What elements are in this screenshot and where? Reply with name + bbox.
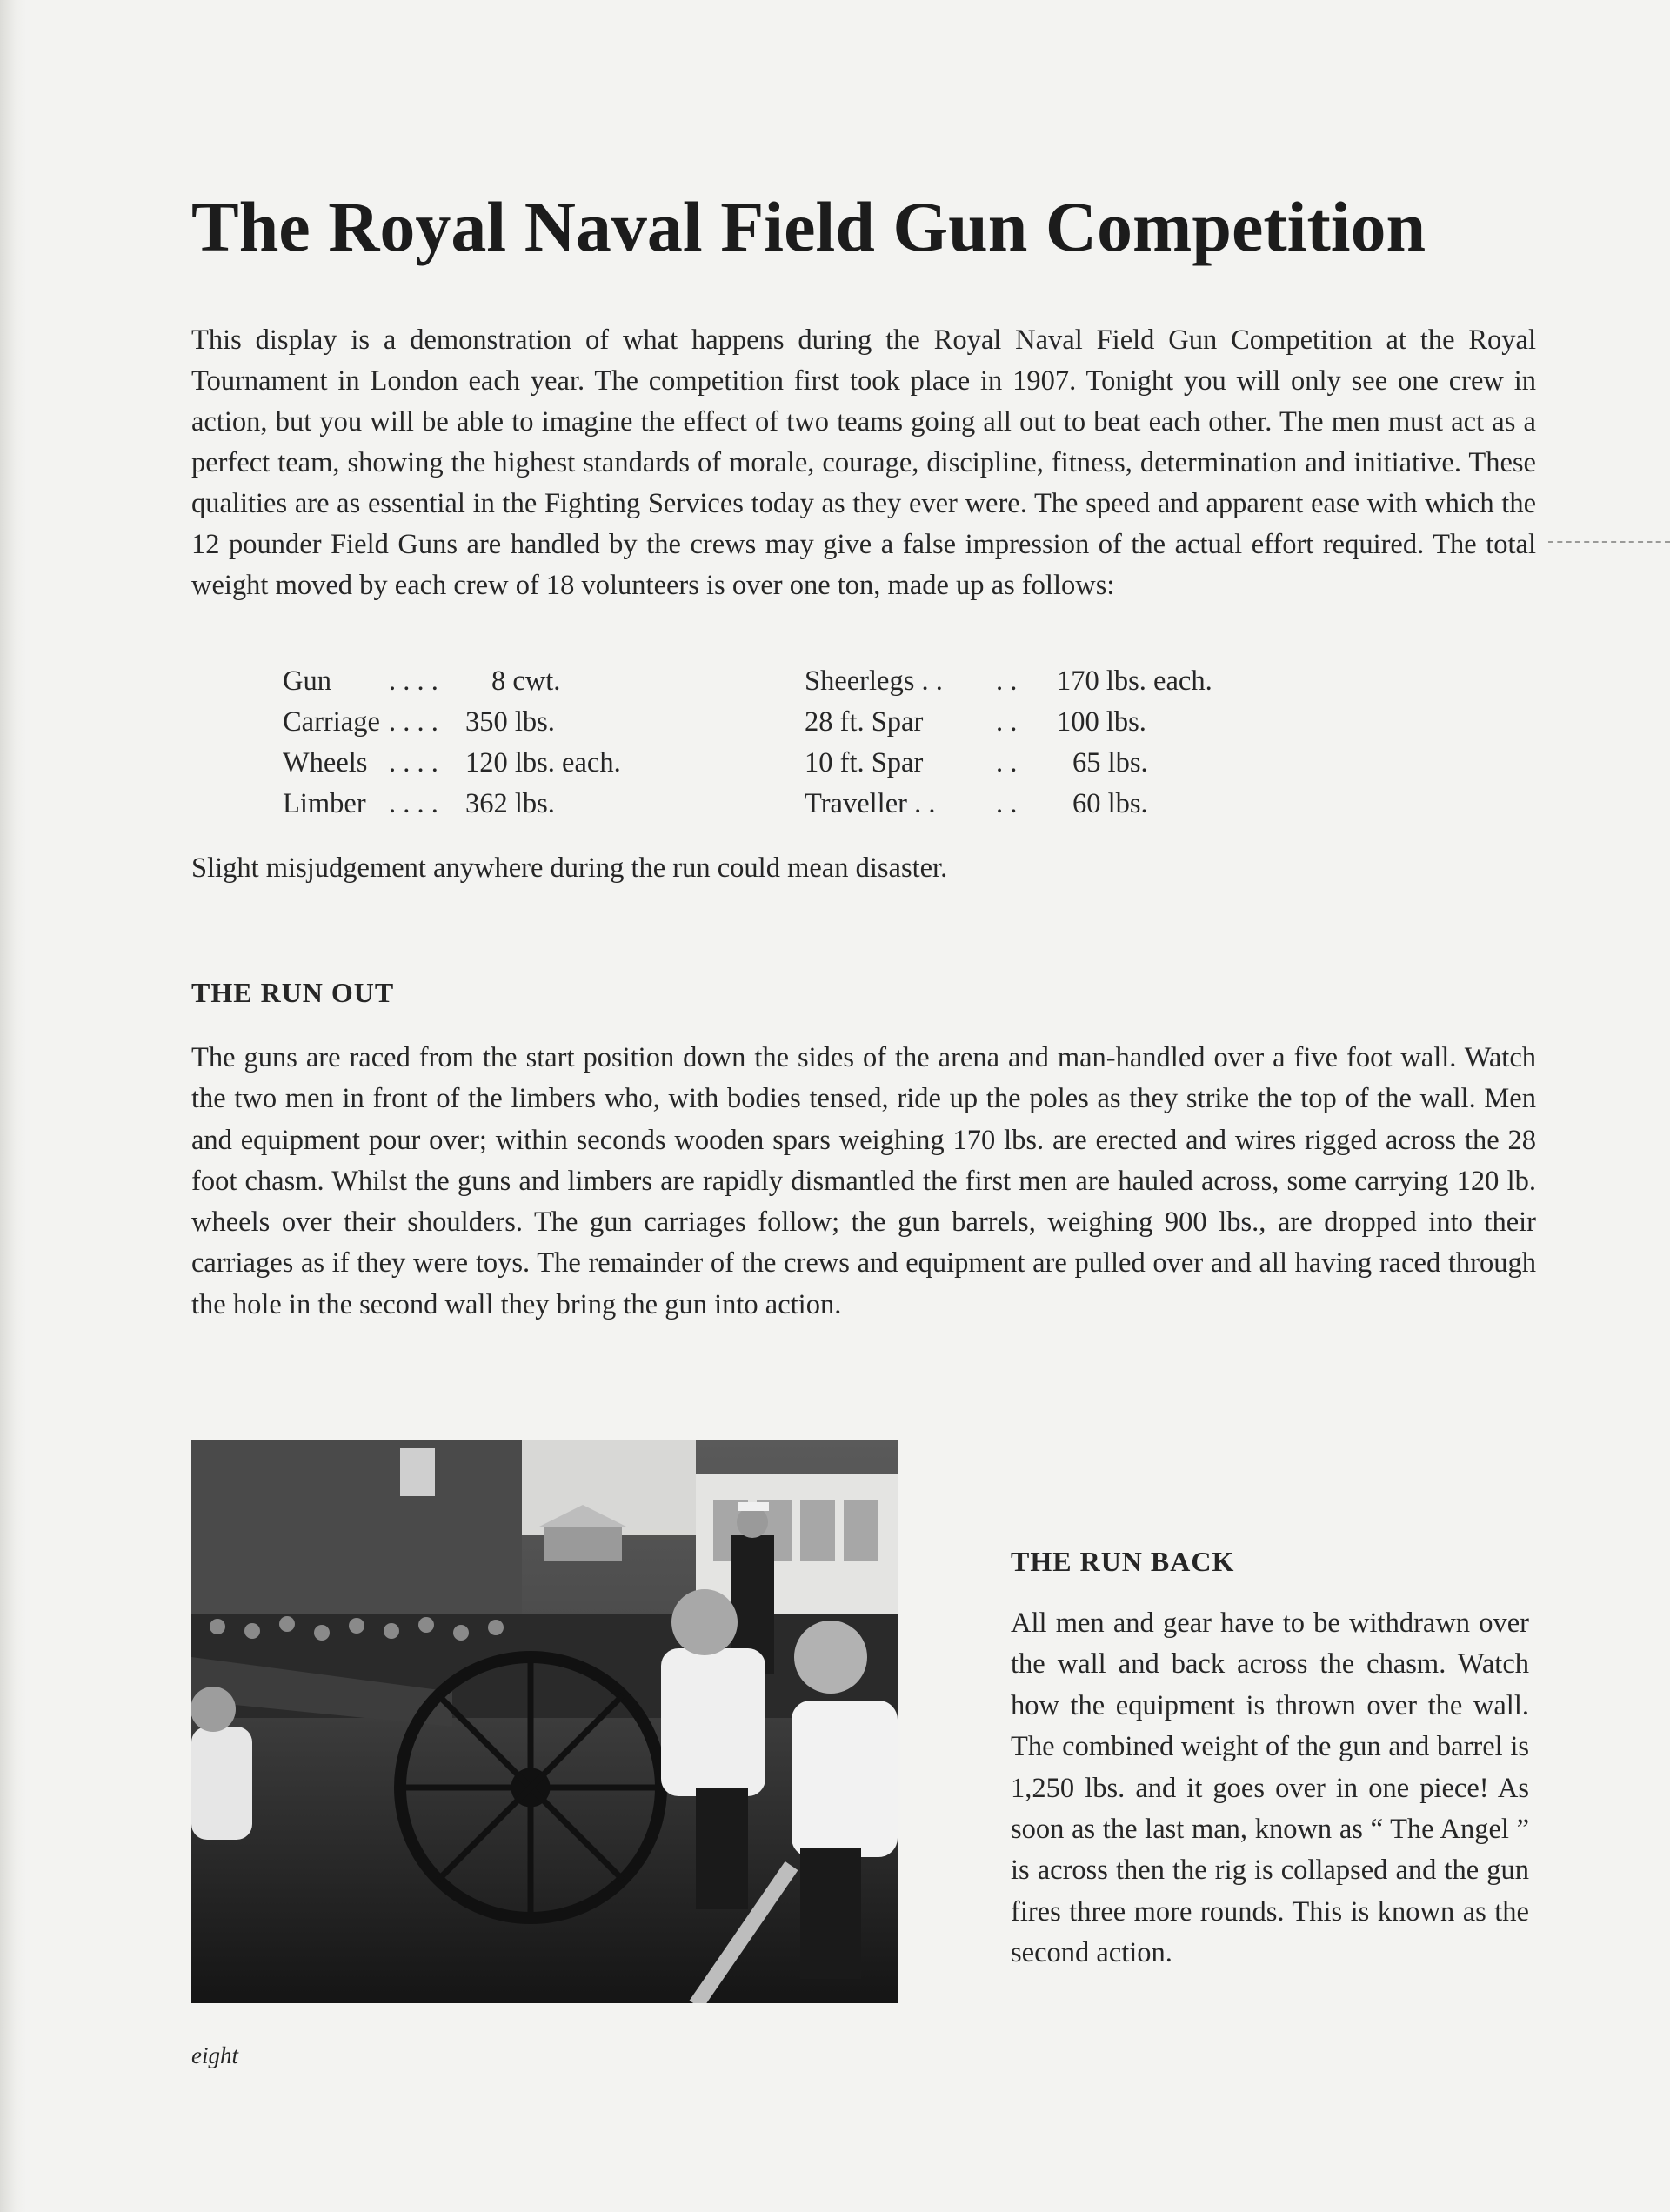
weight-value: 60 lbs. — [1072, 788, 1148, 819]
page-number: eight — [191, 2042, 238, 2068]
weight-item: Wheels — [283, 747, 368, 779]
closing-sentence: Slight misjudgement anywhere during the run could mean disaster. — [191, 852, 948, 884]
table-row — [283, 706, 1212, 747]
leader-dots: . . — [996, 706, 1018, 738]
weight-value: 362 lbs. — [465, 788, 555, 819]
table-row — [283, 747, 1212, 788]
fold-line — [1548, 541, 1670, 543]
building — [191, 1440, 522, 1640]
run-out-paragraph: The guns are raced from the start position down the sides of the arena and man-handled over a five foot wall. Watch the two men in front of the limbers who, with bodies tensed, ride up the poles as they strike the top of the wall. Men and equipment pour over; within seconds wooden spars weighing 170 lbs. are erected and wires rigged across the 28 foot chasm. Whilst the guns and limbers are rapidly dismantled the first men are hauled across, some carrying 120 lb. wheels over their shoulders. The gun carriages follow; the gun barrels, weighing 900 lbs., are dropped into their carriages as if they were toys. The remainder of the crews and equipment are pulled over and all having raced through the hole in the second wall they bring the gun into action. — [191, 1042, 1536, 1320]
weight-value: 350 lbs. — [465, 706, 555, 738]
leader-dots: . . . . — [389, 747, 438, 779]
weight-item: 28 ft. Spar — [805, 706, 924, 738]
weight-value: 170 lbs. each. — [1057, 665, 1212, 697]
weight-value: 8 cwt. — [491, 665, 561, 697]
weight-item: Traveller . . — [805, 788, 936, 819]
field-gun-crew-photo — [191, 1440, 898, 2003]
leader-dots: . . . . — [389, 788, 438, 819]
run-out-heading: THE RUN OUT — [191, 977, 395, 1008]
weight-item: 10 ft. Spar — [805, 747, 924, 779]
intro-paragraph: This display is a demonstration of what happens during the Royal Naval Field Gun Competition at the Royal Tournament in London each year. The competition first took place in 1907. Tonight you will only see one crew in action, but you will be able to imagine the effect of two teams going all out to beat each other. The men must act as a perfect team, showing the highest standards of morale, courage, discipline, fitness, determination and initiative. These qualities are as essential in the Fighting Services today as they ever were. The speed and apparent ease with which the 12 pounder Field Guns are handled by the crews may give a false impression of the actual effort required. The total weight moved by each crew of 18 volunteers is over one ton, made up as follows: — [191, 324, 1536, 601]
run-back-heading: THE RUN BACK — [1011, 1546, 1235, 1577]
page-binding-edge — [0, 0, 26, 2212]
weight-item: Limber — [283, 788, 366, 819]
table-row — [283, 788, 1212, 829]
weight-value: 100 lbs. — [1057, 706, 1146, 738]
weight-value: 120 lbs. each. — [465, 747, 621, 779]
leader-dots: . . — [996, 788, 1018, 819]
table-row — [283, 665, 1212, 706]
run-back-paragraph: All men and gear have to be withdrawn over the wall and back across the chasm. Watch how the equipment is thrown over the wall. The combined weight of the gun and barrel is 1,250 lbs. and it goes over in one piece! As soon as the last man, known as “ The Angel ” is across then the rig is collapsed and the gun fires three more rounds. This is known as the second action. — [1011, 1607, 1529, 1969]
weights-table — [283, 665, 1212, 829]
leader-dots: . . — [996, 747, 1018, 779]
weight-item: Carriage — [283, 706, 380, 738]
leader-dots: . . . . — [389, 706, 438, 738]
leader-dots: . . — [996, 665, 1018, 697]
weight-item: Gun — [283, 665, 331, 697]
weight-value: 65 lbs. — [1072, 747, 1148, 779]
weight-item: Sheerlegs . . — [805, 665, 943, 697]
gun-wheel — [400, 1657, 661, 1918]
photo-illustration — [191, 1440, 898, 2003]
leader-dots: . . . . — [389, 665, 438, 697]
page-title: The Royal Naval Field Gun Competition — [191, 187, 1426, 266]
